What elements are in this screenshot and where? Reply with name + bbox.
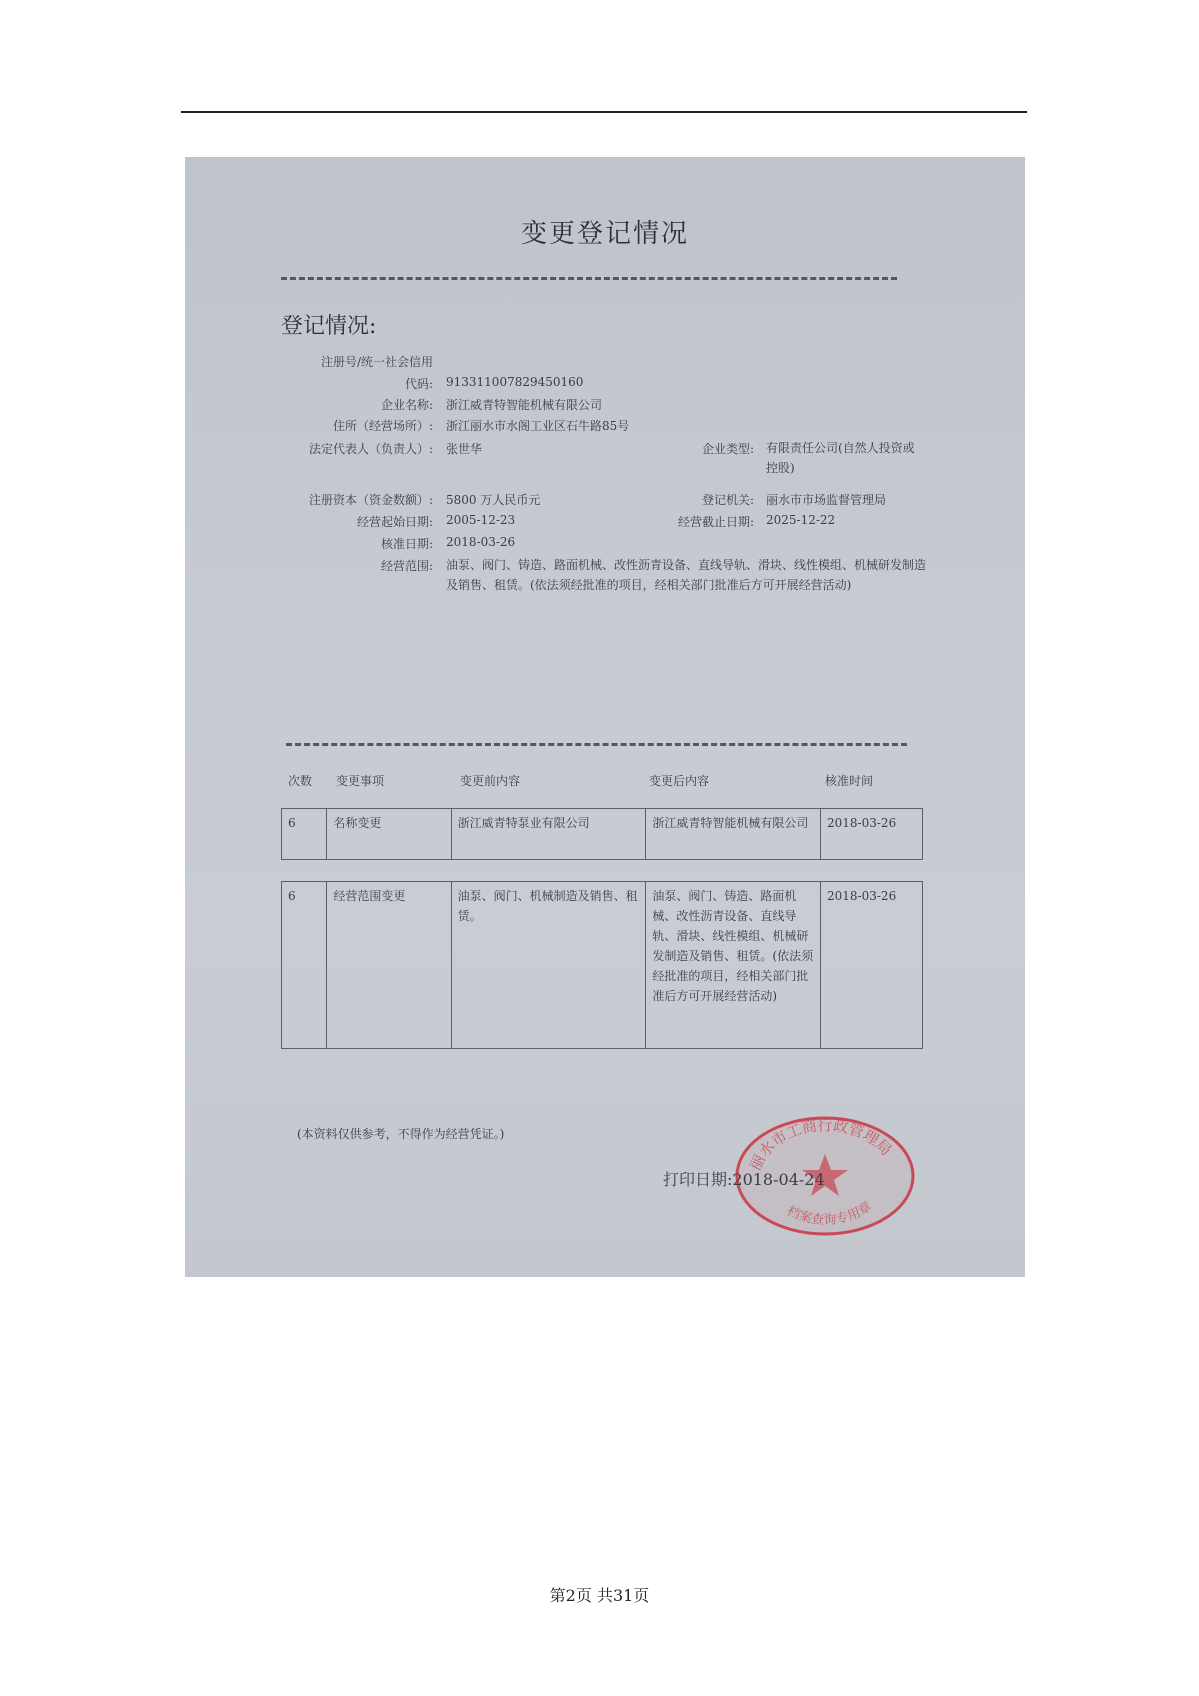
header-date: 核准时间 [825, 774, 874, 788]
cell-after: 油泵、阀门、铸造、路面机械、改性沥青设备、直线导轨、滑块、线性模组、机械研发制造及销售、租赁。(依法须经批准的项目，经相关部门批准后方可开展经营活动) [646, 882, 821, 1049]
page-number: 第2页 共31页 [549, 1586, 650, 1605]
company-type-label: 企业类型: [701, 442, 754, 456]
document-title: 变更登记情况 [520, 219, 689, 249]
approval-date-label: 核准日期: [380, 537, 433, 551]
cell-after: 浙江威青特智能机械有限公司 [646, 809, 821, 860]
capital-value: 5800 万人民币元 [446, 493, 541, 507]
start-date-value: 2005-12-23 [446, 513, 516, 527]
legal-rep-label: 法定代表人（负责人）: [308, 442, 433, 456]
address-value: 浙江丽水市水阁工业区石牛路85号 [446, 419, 630, 433]
header-count: 次数 [288, 774, 313, 788]
change-table-2 [281, 881, 923, 1049]
seal-text-bottom: 档案查询专用章 [784, 1199, 875, 1229]
cell-date: 2018-03-26 [821, 882, 923, 1049]
header-after: 变更后内容 [649, 774, 710, 788]
authority-value: 丽水市市场监督管理局 [766, 493, 887, 507]
cell-count: 6 [282, 882, 327, 1049]
capital-label: 注册资本（资金数额）: [308, 493, 433, 507]
document-photo [185, 157, 1025, 1277]
change-table-1 [281, 808, 923, 860]
cell-date: 2018-03-26 [821, 809, 923, 860]
header-item: 变更事项 [336, 774, 385, 788]
cell-before: 油泵、阀门、机械制造及销售、租赁。 [451, 882, 646, 1049]
seal-text-top: 丽水市工商行政管理局 [746, 1116, 896, 1174]
reg-no-value: 913311007829450160 [446, 375, 584, 389]
section-title: 登记情况: [281, 314, 377, 339]
table-row [282, 809, 923, 860]
scope-value: 油泵、阀门、铸造、路面机械、改性沥青设备、直线导轨、滑块、线性模组、机械研发制造及销售、租赁。(依法须经批准的项目，经相关部门批准后方可开展经营活动) [446, 558, 927, 592]
authority-label: 登记机关: [701, 493, 754, 507]
company-type-value: 有限责任公司(自然人投资或控股) [766, 441, 915, 475]
reg-no-label-line2: 代码: [404, 377, 433, 391]
table-row [282, 882, 923, 1049]
header-before: 变更前内容 [460, 774, 521, 788]
cell-count: 6 [282, 809, 327, 860]
dashed-divider-bottom [286, 743, 907, 746]
start-date-label: 经营起始日期: [356, 515, 433, 529]
end-date-label: 经营截止日期: [677, 515, 754, 529]
approval-date-value: 2018-03-26 [446, 535, 516, 549]
cell-before: 浙江威青特泵业有限公司 [451, 809, 646, 860]
cell-item: 名称变更 [327, 809, 451, 860]
legal-rep-value: 张世华 [446, 442, 483, 456]
cell-item: 经营范围变更 [327, 882, 451, 1049]
disclaimer-note: (本资料仅供参考，不得作为经营凭证。) [297, 1127, 505, 1141]
address-label: 住所（经营场所）: [332, 419, 433, 433]
scope-label: 经营范围: [380, 559, 433, 573]
reg-no-label-line1: 注册号/统一社会信用 [320, 355, 433, 369]
print-date: 打印日期:2018-04-24 [663, 1170, 825, 1189]
company-name-label: 企业名称: [380, 398, 433, 412]
header-rule [181, 111, 1027, 113]
end-date-value: 2025-12-22 [766, 513, 836, 527]
dashed-divider-top [281, 277, 897, 280]
company-name-value: 浙江威青特智能机械有限公司 [446, 398, 603, 412]
